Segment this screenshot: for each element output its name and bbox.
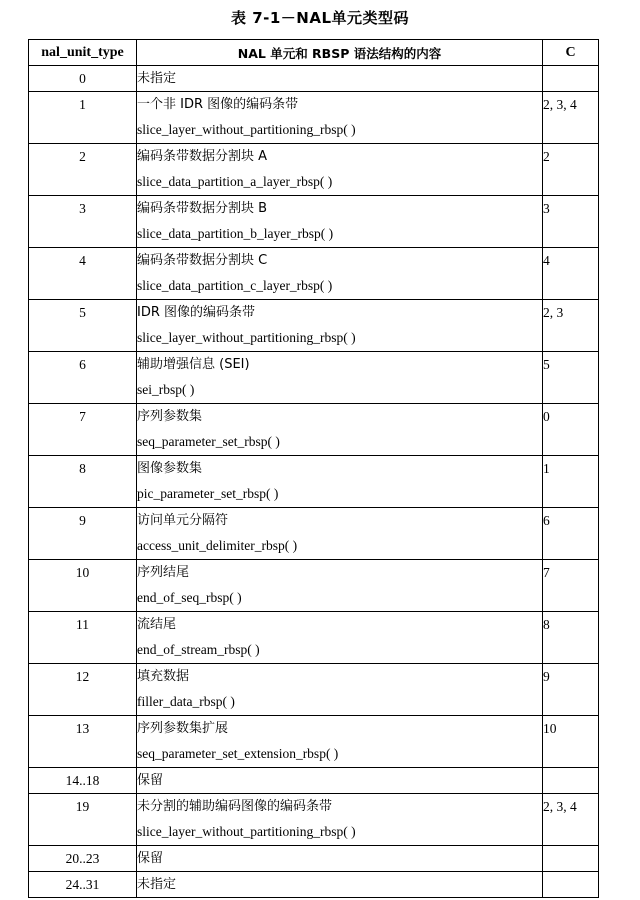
nal-unit-type-value: 8 — [79, 461, 86, 476]
content-cell — [137, 508, 543, 560]
nal-unit-type-cell — [29, 352, 137, 404]
category-cell — [543, 612, 599, 664]
category-value: 5 — [543, 357, 550, 372]
nal-unit-type-value: 12 — [75, 669, 90, 684]
category-value: 1 — [543, 461, 550, 476]
nal-unit-type-value: 0 — [79, 71, 86, 86]
category-cell — [543, 300, 599, 352]
table-row — [29, 404, 599, 456]
content-description: 未分割的辅助编码图像的编码条带 — [137, 799, 333, 814]
category-cell — [543, 664, 599, 716]
rbsp-syntax-structure: slice_data_partition_a_layer_rbsp( ) — [137, 174, 333, 189]
nal-unit-type-cell — [29, 560, 137, 612]
category-value — [543, 768, 598, 793]
content-cell — [137, 716, 543, 768]
nal-unit-type-value: 6 — [79, 357, 86, 372]
content-description: 序列结尾 — [137, 565, 190, 580]
rbsp-syntax-structure: end_of_stream_rbsp( ) — [137, 642, 260, 657]
category-value: 2, 3, 4 — [543, 97, 577, 112]
category-value: 4 — [543, 253, 550, 268]
content-cell — [137, 560, 543, 612]
nal-unit-type-value: 2 — [79, 149, 86, 164]
category-cell — [543, 92, 599, 144]
header-row — [29, 40, 599, 66]
category-cell — [543, 846, 599, 872]
nal-unit-type-cell — [29, 248, 137, 300]
category-value: 2, 3 — [543, 305, 564, 320]
content-cell — [137, 794, 543, 846]
category-cell — [543, 768, 599, 794]
content-description: 序列参数集扩展 — [137, 721, 229, 736]
category-value — [543, 846, 598, 871]
content-description: IDR 图像的编码条带 — [137, 305, 256, 320]
table-row — [29, 248, 599, 300]
category-cell — [543, 196, 599, 248]
category-cell — [543, 794, 599, 846]
rbsp-syntax-structure: seq_parameter_set_rbsp( ) — [137, 434, 280, 449]
category-value: 8 — [543, 617, 550, 632]
category-value: 6 — [543, 513, 550, 528]
table-row — [29, 664, 599, 716]
category-cell — [543, 66, 599, 92]
table-row — [29, 560, 599, 612]
content-description: 编码条带数据分割块 B — [137, 201, 268, 216]
rbsp-syntax-structure: slice_layer_without_partitioning_rbsp( ) — [137, 122, 356, 137]
category-value: 2, 3, 4 — [543, 799, 577, 814]
content-description: 流结尾 — [137, 617, 177, 632]
nal-unit-type-cell — [29, 404, 137, 456]
table-row — [29, 612, 599, 664]
category-cell — [543, 508, 599, 560]
nal-unit-type-cell — [29, 664, 137, 716]
nal-unit-type-value: 10 — [75, 565, 90, 580]
nal-unit-type-value: 11 — [76, 617, 89, 632]
category-cell — [543, 248, 599, 300]
table-row — [29, 300, 599, 352]
content-cell — [137, 846, 543, 872]
table-row — [29, 196, 599, 248]
rbsp-syntax-structure: slice_data_partition_b_layer_rbsp( ) — [137, 226, 334, 241]
content-cell — [137, 456, 543, 508]
table-row — [29, 92, 599, 144]
content-cell — [137, 352, 543, 404]
content-description: 保留 — [137, 851, 164, 866]
nal-unit-type-value: 5 — [79, 305, 86, 320]
rbsp-syntax-structure: slice_layer_without_partitioning_rbsp( ) — [137, 824, 356, 839]
category-cell — [543, 872, 599, 898]
table-row — [29, 144, 599, 196]
content-cell — [137, 144, 543, 196]
nal-unit-type-value: 7 — [79, 409, 86, 424]
category-value: 10 — [543, 721, 557, 736]
content-cell — [137, 768, 543, 794]
category-value — [543, 66, 598, 91]
nal-unit-type-cell — [29, 768, 137, 794]
content-description: 一个非 IDR 图像的编码条带 — [137, 97, 299, 112]
nal-unit-type-cell — [29, 794, 137, 846]
table-row — [29, 794, 599, 846]
category-value — [543, 872, 598, 897]
content-cell — [137, 66, 543, 92]
category-cell — [543, 404, 599, 456]
table-row — [29, 872, 599, 898]
table-title: 表 7-1－NAL单元类型码 — [230, 9, 410, 27]
table-row — [29, 456, 599, 508]
category-value: 3 — [543, 201, 550, 216]
nal-unit-type-cell — [29, 66, 137, 92]
content-description: 未指定 — [137, 877, 177, 892]
nal-unit-type-cell — [29, 456, 137, 508]
category-value: 9 — [543, 669, 550, 684]
nal-unit-type-cell — [29, 716, 137, 768]
rbsp-syntax-structure: sei_rbsp( ) — [137, 382, 195, 397]
content-description: 图像参数集 — [137, 461, 203, 476]
rbsp-syntax-structure: slice_layer_without_partitioning_rbsp( ) — [137, 330, 356, 345]
content-cell — [137, 196, 543, 248]
content-description: 保留 — [137, 773, 164, 788]
table-row — [29, 716, 599, 768]
category-cell — [543, 716, 599, 768]
content-cell — [137, 664, 543, 716]
category-value: 0 — [543, 409, 550, 424]
nal-unit-type-value: 4 — [79, 253, 86, 268]
rbsp-syntax-structure: slice_data_partition_c_layer_rbsp( ) — [137, 278, 333, 293]
nal-unit-type-value: 20..23 — [65, 851, 100, 866]
nal-unit-type-value: 3 — [79, 201, 86, 216]
content-cell — [137, 612, 543, 664]
content-description: 序列参数集 — [137, 409, 203, 424]
table-row — [29, 508, 599, 560]
table-row — [29, 352, 599, 404]
rbsp-syntax-structure: pic_parameter_set_rbsp( ) — [137, 486, 279, 501]
table-row — [29, 66, 599, 92]
table-row — [29, 846, 599, 872]
content-description: 填充数据 — [137, 669, 190, 684]
category-cell — [543, 560, 599, 612]
content-cell — [137, 248, 543, 300]
nal-unit-type-cell — [29, 872, 137, 898]
content-description: 辅助增强信息 (SEI) — [137, 357, 250, 372]
content-cell — [137, 92, 543, 144]
content-description: 编码条带数据分割块 A — [137, 149, 268, 164]
nal-unit-type-cell — [29, 144, 137, 196]
header-c: C — [543, 40, 599, 66]
nal-unit-type-cell — [29, 196, 137, 248]
nal-unit-type-value: 24..31 — [65, 877, 100, 892]
rbsp-syntax-structure: seq_parameter_set_extension_rbsp( ) — [137, 746, 339, 761]
nal-unit-type-table — [28, 39, 599, 898]
category-cell — [543, 144, 599, 196]
category-cell — [543, 352, 599, 404]
nal-unit-type-value: 13 — [75, 721, 90, 736]
category-value: 7 — [543, 565, 550, 580]
nal-unit-type-cell — [29, 508, 137, 560]
category-value: 2 — [543, 149, 550, 164]
content-cell — [137, 404, 543, 456]
nal-unit-type-cell — [29, 92, 137, 144]
nal-unit-type-value: 9 — [79, 513, 86, 528]
content-description: 编码条带数据分割块 C — [137, 253, 268, 268]
header-nal-unit-type: nal_unit_type — [29, 40, 137, 66]
content-cell — [137, 300, 543, 352]
nal-unit-type-value: 1 — [79, 97, 86, 112]
nal-unit-type-value: 14..18 — [65, 773, 100, 788]
content-cell — [137, 872, 543, 898]
category-cell — [543, 456, 599, 508]
nal-unit-type-cell — [29, 846, 137, 872]
rbsp-syntax-structure: end_of_seq_rbsp( ) — [137, 590, 242, 605]
content-description: 未指定 — [137, 71, 177, 86]
rbsp-syntax-structure: filler_data_rbsp( ) — [137, 694, 235, 709]
header-content: NAL 单元和 RBSP 语法结构的内容 — [137, 40, 543, 66]
nal-unit-type-value: 19 — [75, 799, 90, 814]
rbsp-syntax-structure: access_unit_delimiter_rbsp( ) — [137, 538, 298, 553]
content-description: 访问单元分隔符 — [137, 513, 229, 528]
nal-unit-type-cell — [29, 612, 137, 664]
nal-unit-type-cell — [29, 300, 137, 352]
table-row — [29, 768, 599, 794]
